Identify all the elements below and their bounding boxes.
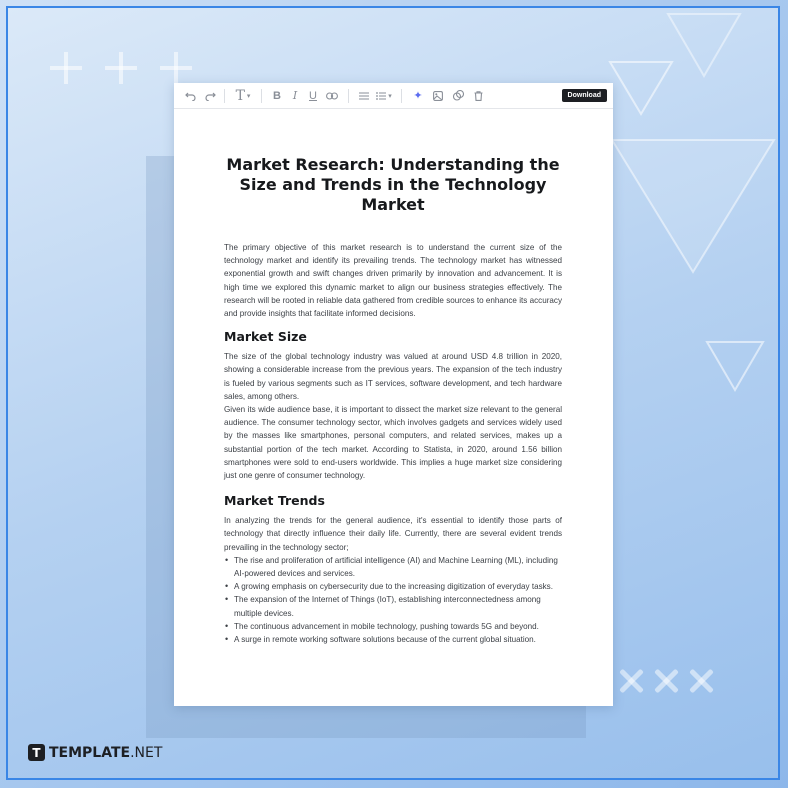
list-item: • The continuous advancement in mobile technology, pushing towards 5G and beyond. (234, 620, 562, 633)
document-content (224, 155, 562, 646)
align-icon[interactable] (355, 87, 373, 105)
page-title: Market Research: Understanding the Size and Trends in the Technology Market (226, 155, 560, 214)
plus-decoration-icon (105, 52, 137, 84)
list-item: • A surge in remote working software solutions because of the current global situation. (234, 633, 562, 646)
x-decoration-icon (688, 668, 714, 694)
undo-icon[interactable] (182, 87, 198, 105)
bold-icon[interactable]: B (273, 89, 281, 102)
brand-name-bold: TEMPLATE (49, 744, 131, 761)
toolbar-divider (348, 89, 349, 103)
copy-icon[interactable] (448, 87, 468, 105)
logo-mark-icon: T (28, 744, 45, 761)
editor-toolbar (174, 83, 613, 109)
market-size-paragraph-1: The size of the global technology industry was valued at around USD 4.8 trillion in 2020, showing a considerable increase from the previous years. The expansion of the tech industry is fueled by various segments such as IT services, software development, and tech hardware sales, among others. (224, 352, 562, 401)
triangle-decoration-icon (703, 338, 767, 394)
list-icon[interactable]: ▾ (373, 87, 395, 105)
triangle-decoration-icon (608, 136, 778, 276)
x-decoration-icon (653, 668, 679, 694)
x-decoration-icon (618, 668, 644, 694)
list-item: • A growing emphasis on cybersecurity due to the increasing digitization of everyday tasks. (234, 580, 562, 593)
market-size-paragraph-2: Given its wide audience base, it is important to dissect the market size relevant to the general audience. The consumer technology sector, which involves gadgets and services widely used by the masses like smartphones, personal computers, and related services, makes up a substantial portion of the tech market. According to Statista, in 2020, around 1.56 billion smartphones were sold to end-users worldwide. This implies a huge market size considering just one genre of consumer technology. (224, 405, 562, 481)
list-item: • The rise and proliferation of artificial intelligence (AI) and Machine Learning (ML), including AI-powered devices and services. (234, 554, 562, 580)
brand-name (49, 745, 162, 761)
trends-list (224, 554, 562, 646)
toolbar-divider (261, 89, 262, 103)
intro-paragraph: The primary objective of this market research is to understand the current size of the technology market and identify its prevailing trends. The technology market has witnessed exponential growth and swift changes driven primarily by innovation and advancement. It is high time we explored this dynamic market to align our business strategies effectively. The research will be rooted in reliable data gathered from credible sources to enhance its accuracy and provide insights that facilitate informed decisions. (224, 243, 562, 319)
brand-name-suffix: .NET (130, 744, 163, 761)
list-item: • The expansion of the Internet of Things (IoT), establishing interconnectedness among multiple devices. (234, 593, 562, 619)
section-heading-market-size: Market Size (224, 329, 307, 345)
redo-icon[interactable] (202, 87, 218, 105)
image-icon[interactable] (428, 87, 448, 105)
text-style-icon[interactable]: T ▾ (235, 87, 251, 104)
brand-logo (28, 744, 162, 761)
link-icon[interactable] (322, 87, 342, 105)
toolbar-divider (401, 89, 402, 103)
trash-icon[interactable] (468, 87, 488, 105)
document-page (174, 83, 613, 706)
download-button[interactable]: Download (562, 89, 607, 102)
market-trends-paragraph: In analyzing the trends for the general audience, it's essential to identify those parts of technology that directly influence their daily life. Currently, there are several evident trends prevailing in the technology sector; (224, 516, 562, 552)
italic-icon[interactable]: I (292, 89, 298, 102)
triangle-decoration-icon (664, 10, 744, 80)
section-heading-market-trends: Market Trends (224, 493, 325, 509)
toolbar-divider (224, 89, 225, 103)
plus-decoration-icon (160, 52, 192, 84)
plus-decoration-icon (50, 52, 82, 84)
ai-sparkle-icon[interactable]: ✦ (413, 90, 423, 102)
underline-icon[interactable]: U (309, 89, 317, 102)
